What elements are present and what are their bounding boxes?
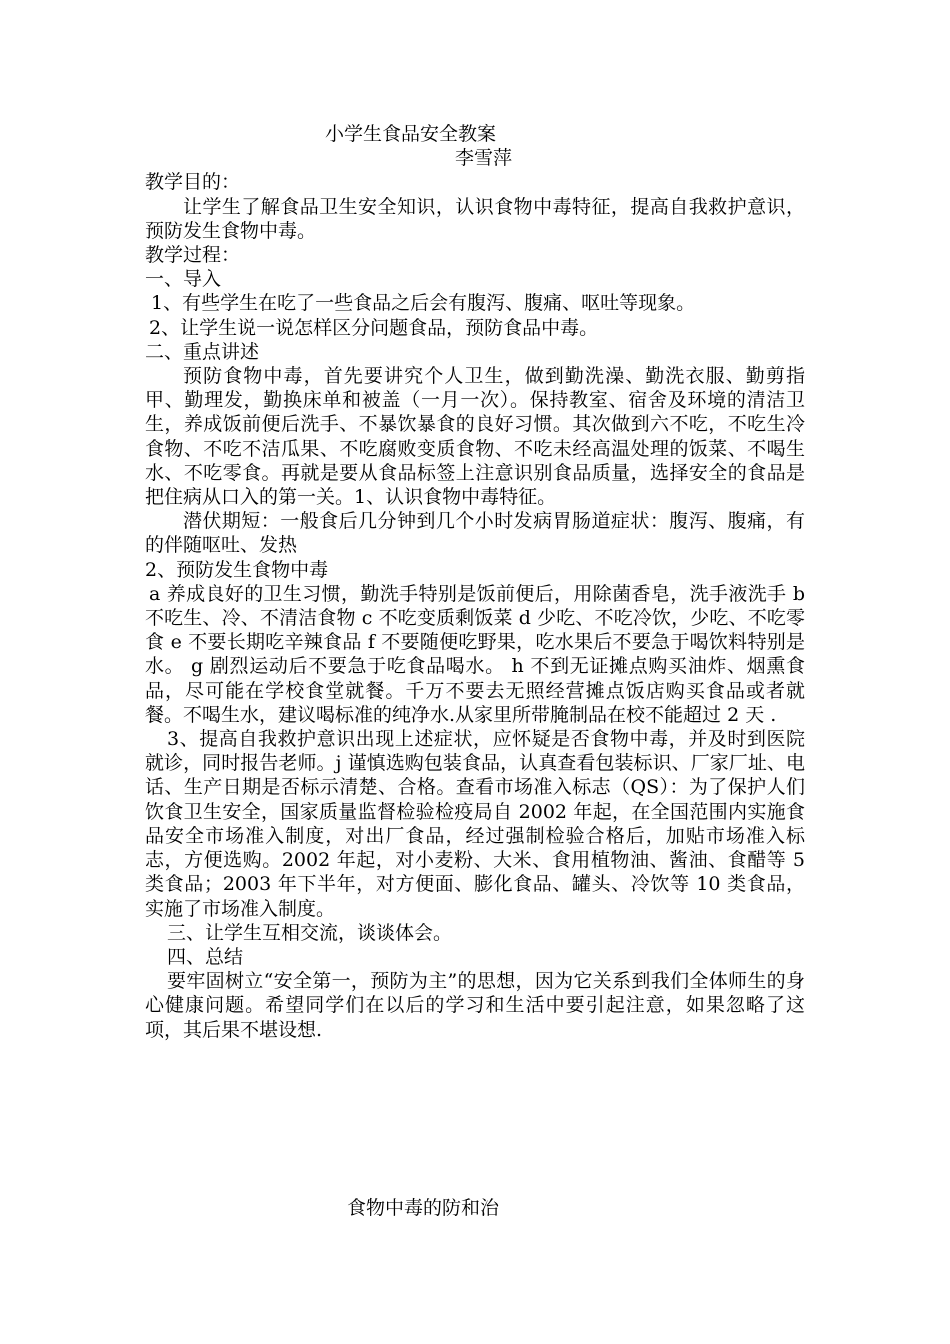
process-heading: 教学过程：: [145, 244, 241, 267]
part1-item-1: 1、有些学生在吃了一些食品之后会有腹泻、腹痛、呕吐等现象。: [151, 292, 696, 315]
part2-heading: 二、重点讲述: [145, 340, 260, 363]
part4-heading: 四、总结: [167, 945, 244, 968]
part2-paragraph-1: 预防食物中毒，首先要讲究个人卫生，做到勤洗澡、勤洗衣服、勤剪指甲、勤理发，勤换床单和被盖（一月一次）。保持教室、宿舍及环境的清洁卫生，养成饭前便后洗手、不暴饮暴食的良好习惯。其次做到六不吃，不吃生冷食物、不吃不洁瓜果、不吃腐败变质食物、不吃未经高温处理的饭菜、不喝生水、不吃零食。再就是要从食品标签上注意识别食品质量，选择安全的食品是把住病从口入的第一关。1、认识食物中毒特征。: [145, 365, 805, 509]
document-body: [145, 122, 805, 1042]
objective-heading: 教学目的：: [145, 171, 241, 194]
part2-item-2-heading: 2、预防发生食物中毒: [145, 558, 329, 581]
part4-paragraph: 要牢固树立“安全第一，预防为主”的思想，因为它关系到我们全体师生的身心健康问题。希望同学们在以后的学习和生活中要引起注意，如果忽略了这项，其后果不堪设想.: [145, 970, 805, 1041]
document-author: 李雪萍: [455, 147, 513, 170]
next-section-title: 食物中毒的防和治: [347, 1197, 500, 1219]
objective-paragraph: 让学生了解食品卫生安全知识，认识食物中毒特征，提高自我救护意识，预防发生食物中毒。: [145, 195, 805, 242]
document-title: 小学生食品安全教案: [325, 123, 497, 145]
part3-heading: 三、让学生互相交流，谈谈体会。: [167, 921, 453, 944]
part2-item-2-paragraph: a 养成良好的卫生习惯，勤洗手特别是饭前便后，用除菌香皂，洗手液洗手 b 不吃生、冷、不清洁食物 c 不吃变质剩饭菜 d 少吃、不吃冷饮，少吃、不吃零食 e 不要长期吃辛辣食品 f 不要随便吃野果，吃水果后不要急于喝饮料特别是水。 g 剧烈运动后不要急于吃食品喝水。 h 不到无证摊点购买油炸、烟熏食品，尽可能在学校食堂就餐。千万不要去无照经营摊点饭店购买食品或者就餐。不喝生水，建议喝标准的纯净水.从家里所带腌制品在校不能超过 2 天 .: [145, 582, 805, 726]
part2-paragraph-2: 潜伏期短：一般食后几分钟到几个小时发病胃肠道症状：腹泻、腹痛，有的伴随呕吐、发热: [145, 510, 805, 557]
part1-heading: 一、导入: [145, 268, 222, 291]
part2-item-3-paragraph: 3、提高自我救护意识出现上述症状，应怀疑是否食物中毒，并及时到医院就诊，同时报告老师。j 谨慎选购包装食品，认真查看包装标识、厂家厂址、电话、生产日期是否标示清楚、合格。查看市场准入标志（QS）：为了保护人们饮食卫生安全，国家质量监督检验检疫局自 2002 年起，在全国范围内实施食品安全市场准入制度，对出厂食品，经过强制检验合格后，加贴市场准入标志，方便选购。2002 年起，对小麦粉、大米、食用植物油、酱油、食醋等 5 类食品；2003 年下半年，对方便面、膨化食品、罐头、冷饮等 10 类食品，实施了市场准入制度。: [145, 728, 805, 920]
part1-item-2: 2、让学生说一说怎样区分问题食品，预防食品中毒。: [149, 316, 599, 339]
